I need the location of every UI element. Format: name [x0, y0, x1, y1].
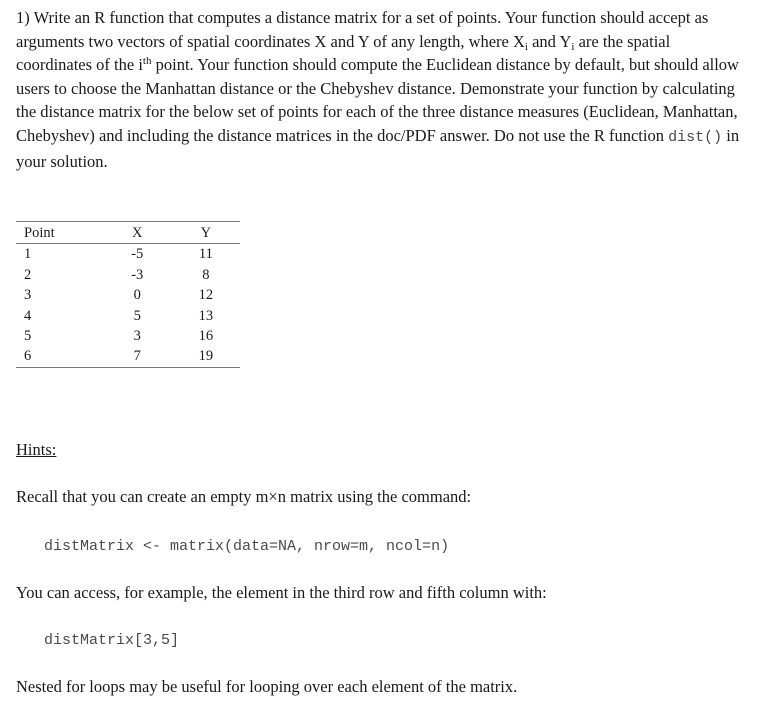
question-part2: and Y	[527, 31, 572, 51]
question-text	[16, 6, 746, 173]
points-table	[16, 221, 240, 368]
cell-y: 12	[198, 287, 214, 304]
cell-x: 5	[133, 307, 141, 324]
table-row	[16, 346, 240, 367]
hints-heading: Hints:	[16, 440, 57, 459]
subscript-i: i	[571, 40, 575, 53]
cell-point: 2	[24, 266, 32, 283]
cell-point: 6	[16, 346, 119, 367]
cell-point: 4	[24, 307, 32, 324]
header-point: Point	[16, 222, 119, 244]
question-part5: in your solution.	[16, 125, 740, 171]
cell-x: -3	[131, 266, 144, 283]
hint-access-text: You can access, for example, the element in the third row and fifth column with:	[16, 583, 547, 602]
cell-point: 5	[24, 328, 32, 345]
table-row	[16, 326, 240, 346]
question-part3: are the spatial coordinates of the i	[16, 31, 671, 75]
cell-y: 11	[198, 246, 213, 263]
table-row	[16, 244, 240, 265]
cell-x: 0	[133, 287, 141, 304]
hint-loops-text: Nested for loops may be useful for looping over each element of the matrix.	[16, 677, 518, 696]
header-y: Y	[156, 222, 240, 244]
table-header-row	[16, 222, 240, 244]
subscript-i: i	[524, 40, 528, 53]
hint-recall-text: Recall that you can create an empty m×n matrix using the command:	[16, 487, 472, 506]
cell-y: 16	[198, 328, 214, 345]
superscript-th: th	[142, 55, 152, 68]
code-matrix-access: distMatrix[3,5]	[44, 632, 180, 649]
cell-point: 1	[24, 246, 32, 263]
code-matrix-create: distMatrix <- matrix(data=NA, nrow=m, ncol=n)	[44, 538, 450, 555]
table-row	[16, 285, 240, 305]
cell-point: 3	[24, 287, 32, 304]
cell-y: 19	[156, 346, 240, 367]
cell-x: 3	[133, 328, 141, 345]
question-part4: point. Your function should compute the Euclidean distance by default, but should allow users to choose the Manhattan distance or the Chebyshev distance. Demonstrate your function by calculating the distance matrix for the below set of points for each of the three distance measures (Euclidean, Manhattan, Chebyshev) and including the distance matrices in the doc/PDF answer. Do not use the R function	[16, 55, 739, 145]
cell-x: 7	[119, 346, 156, 367]
code-dist-function: dist()	[668, 128, 723, 146]
question-part1: 1) Write an R function that computes a distance matrix for a set of points. Your function should accept as arguments two vectors of spatial coordinates X and Y of any length, where X	[16, 8, 709, 51]
table-row	[16, 265, 240, 285]
cell-y: 8	[202, 266, 210, 283]
header-x: X	[119, 222, 156, 244]
table-row	[16, 306, 240, 326]
cell-x: -5	[131, 246, 144, 263]
cell-y: 13	[198, 307, 214, 324]
